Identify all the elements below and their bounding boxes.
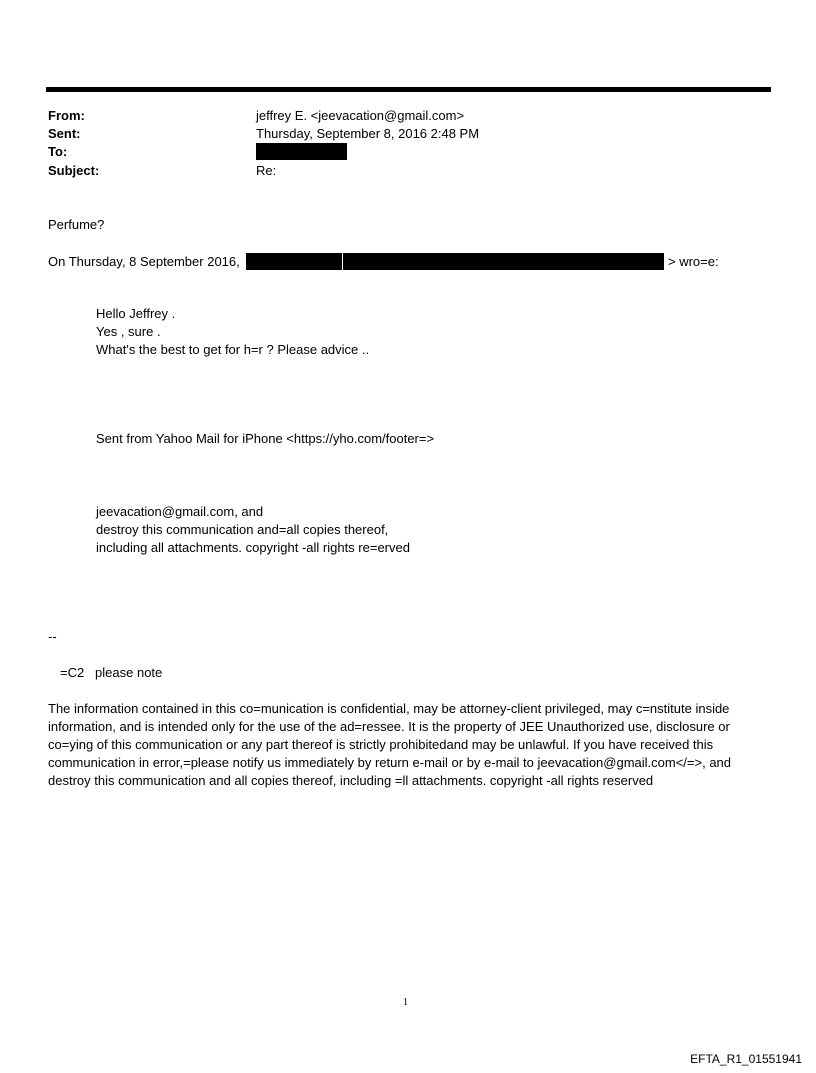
reply-text: Perfume?	[48, 217, 105, 232]
quote-intro: On Thursday, 8 September 2016,	[48, 254, 240, 269]
quoted-footer-line: jeevacation@gmail.com, and	[96, 504, 264, 519]
mail-signature: Sent from Yahoo Mail for iPhone <https://yho.com/footer=>	[96, 431, 435, 446]
sent-value: Thursday, September 8, 2016 2:48 PM	[256, 126, 480, 141]
quoted-line: Hello Jeffrey .	[96, 306, 176, 321]
from-value: jeffrey E. <jeevacation@gmail.com>	[256, 108, 465, 123]
note-line: =C2 please note	[60, 665, 163, 680]
bates-number: EFTA_R1_01551941	[690, 1052, 802, 1066]
to-label: To:	[48, 144, 68, 159]
quote-intro-tail: > wro=e:	[668, 254, 719, 269]
quoted-line: Yes , sure .	[96, 324, 161, 339]
from-label: From:	[48, 108, 85, 123]
sender-name-redaction	[246, 253, 342, 270]
header-rule	[46, 87, 771, 92]
quoted-footer-line: destroy this communication and=all copies thereof,	[96, 522, 389, 537]
quoted-line: What's the best to get for h=r ? Please advice ..	[96, 342, 370, 357]
subject-value: Re:	[256, 163, 277, 178]
page-number: 1	[403, 997, 408, 1008]
quoted-footer-line: including all attachments. copyright -all rights re=erved	[96, 540, 410, 555]
signature-separator: --	[48, 629, 57, 644]
sender-email-redaction	[343, 253, 664, 270]
to-redaction	[256, 143, 347, 160]
disclaimer-paragraph: The information contained in this co=munication is confidential, may be attorney-client privileged, may c=nstitute inside information, and is intended only for the use of the ad=ressee. It is the property of JEE Unauthorized use, disclosure or co=ying of this communication or any part thereof is strictly prohibitedand may be unlawful. If you have received this communication in error,=please notify us immediately by return e-mail or by e-mail to jeevacation@gmail.com</=>, and destroy this communication and all copies thereof, including =ll attachments. copyright -all rights reserved	[48, 701, 732, 788]
sent-label: Sent:	[48, 126, 81, 141]
subject-label: Subject:	[48, 163, 100, 178]
